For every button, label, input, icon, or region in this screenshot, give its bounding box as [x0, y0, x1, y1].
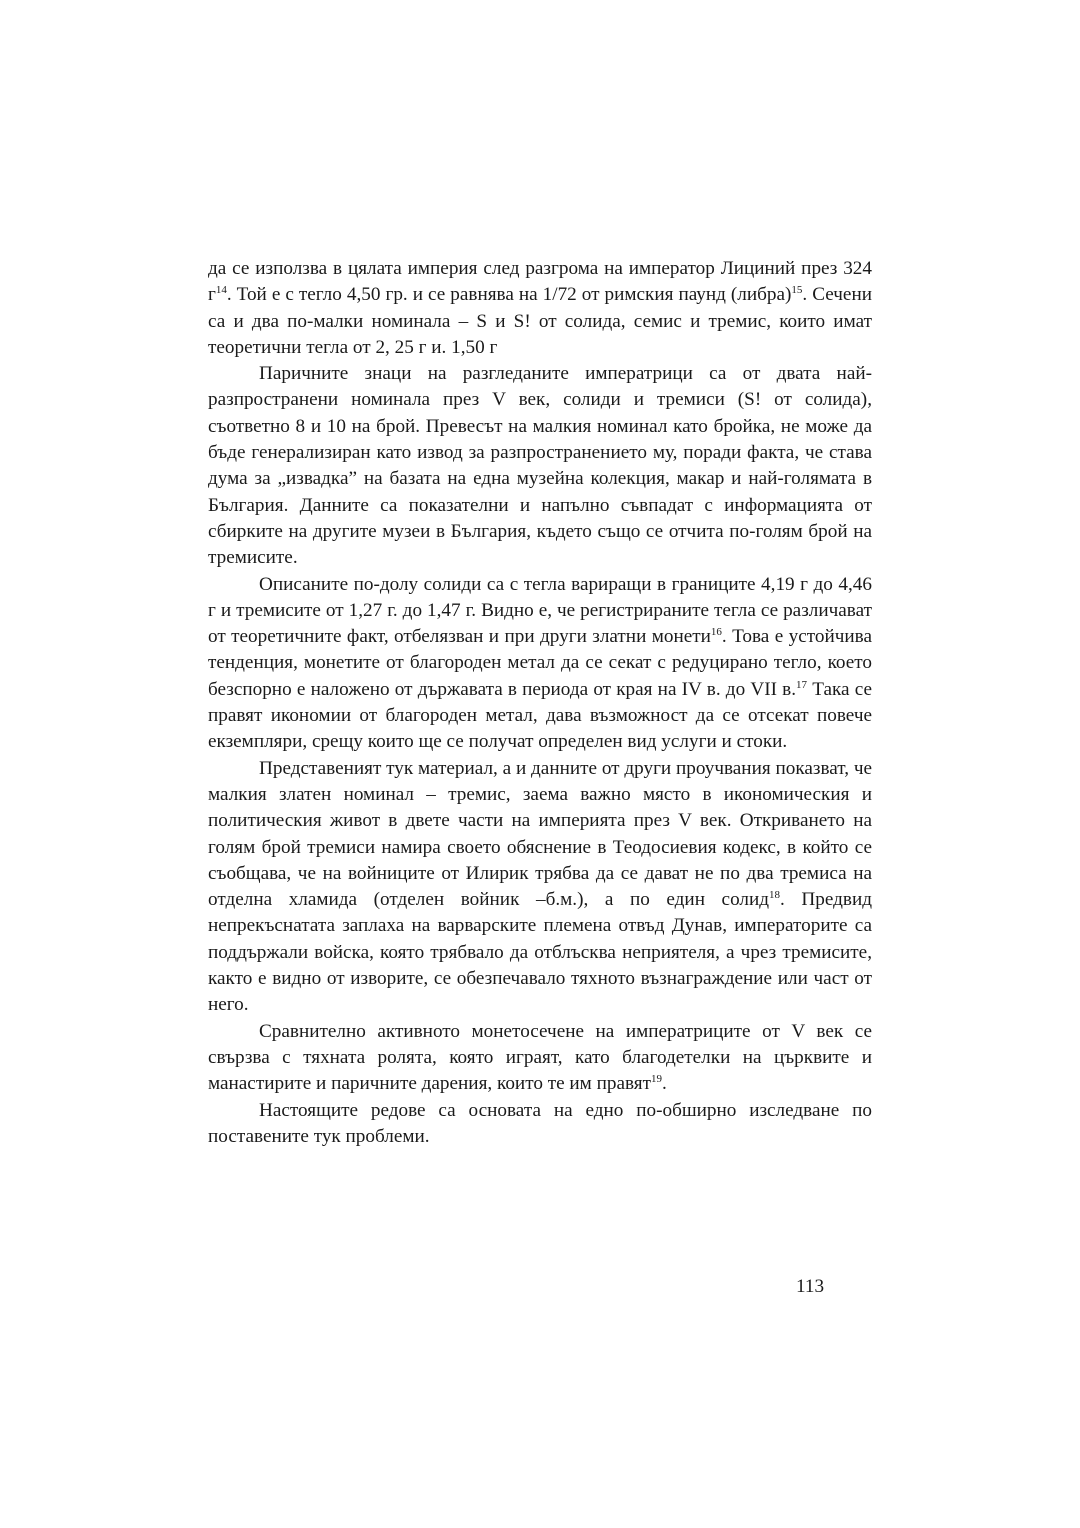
paragraph-6 — [208, 1098, 872, 1151]
text-run: Паричните знаци на разгледаните императрици са от двата най-разпространени номинала през V век, солиди и тремиси (S! от солида), съответно 8 и 10 на брой. Превесът на малкия номинал като бройка, не може да бъде генерализиран като извод за разпространението му, поради факта, че става дума за „извадка” на базата на една музейна колекция, макар и най-голямата в България. Данните са показателни и напълно съвпадат с информацията от сбирките на другите музеи в България, където също се отчита по-голям брой на тремисите. — [208, 363, 872, 569]
text-run: Настоящите редове са основата на едно по-обширно изследване по поставените тук проблеми. — [208, 1099, 872, 1147]
paragraph-1 — [208, 256, 872, 361]
text-run: Представеният тук материал, а и данните от други проучвания показват, че малкия златен номинал – тремис, заема важно място в икономическия и политическия живот в двете части на империята през V век. Откриването на голям брой тремиси намира своето обяснение в Теодосиевия кодекс, в който се съобщава, че на войниците от Илирик трябва да се дават не по два тремиса на отделна хламида (отделен войник –б.м.), а по един солид — [208, 757, 872, 911]
text-run: . Сечени са и два по-малки номинала – S и S! от солида, семис и тремис, които имат теоретични тегла от 2, 25 г и. 1,50 г — [208, 284, 872, 358]
footnote-ref-19: 19 — [651, 1073, 663, 1086]
page-number: 113 — [796, 1276, 825, 1297]
text-run: да се използва в цялата империя след разгрома на император Лициний през 324 г — [208, 258, 872, 306]
text-run: . — [662, 1073, 667, 1095]
paragraph-5 — [208, 1019, 872, 1098]
body-text — [208, 256, 872, 1150]
text-run: Така се правят икономии от благороден метал, дава възможност да се отсекат повече екземпляри, срещу които ще се получат определен вид услуги и стоки. — [208, 678, 873, 753]
text-run: . Предвид непрекъснатата заплаха на варварските племена отвъд Дунав, императорите са поддържали войска, която трябвало да отблъсква неприятеля, а чрез тремисите, както е видно от изворите, се обезпечавало тяхното възнаграждение или част от него. — [208, 889, 872, 1016]
footnote-ref-14: 14 — [215, 284, 227, 297]
footnote-ref-18: 18 — [769, 889, 781, 902]
text-run: . Той е с тегло 4,50 гр. и се равнява на 1/72 от римския паунд (либра) — [226, 284, 792, 306]
text-run: . Това е устойчива тенденция, монетите от благороден метал да се секат с редуцирано тегло, което безспорно е наложено от държавата в периода от края на IV в. до VII в. — [208, 626, 872, 700]
footnote-ref-16: 16 — [710, 626, 722, 639]
paragraph-2 — [208, 361, 872, 571]
footnote-ref-17: 17 — [796, 678, 808, 691]
paragraph-3 — [208, 572, 872, 756]
text-run: Описаните по-долу солиди са с тегла вариращи в границите 4,19 г до 4,46 г и тремисите от 1,27 г. до 1,47 г. Видно е, че регистрираните тегла се различават от теоретичните факт, отбелязван и при други златни монети — [208, 573, 872, 648]
paragraph-4 — [208, 756, 872, 1019]
footnote-ref-15: 15 — [791, 284, 803, 297]
text-run: Сравнително активното монетосечене на императриците от V век се свързва с тяхната ролята, която играят, като благодетелки на църквите и манастирите и паричните дарения, които те им правят — [208, 1020, 872, 1095]
